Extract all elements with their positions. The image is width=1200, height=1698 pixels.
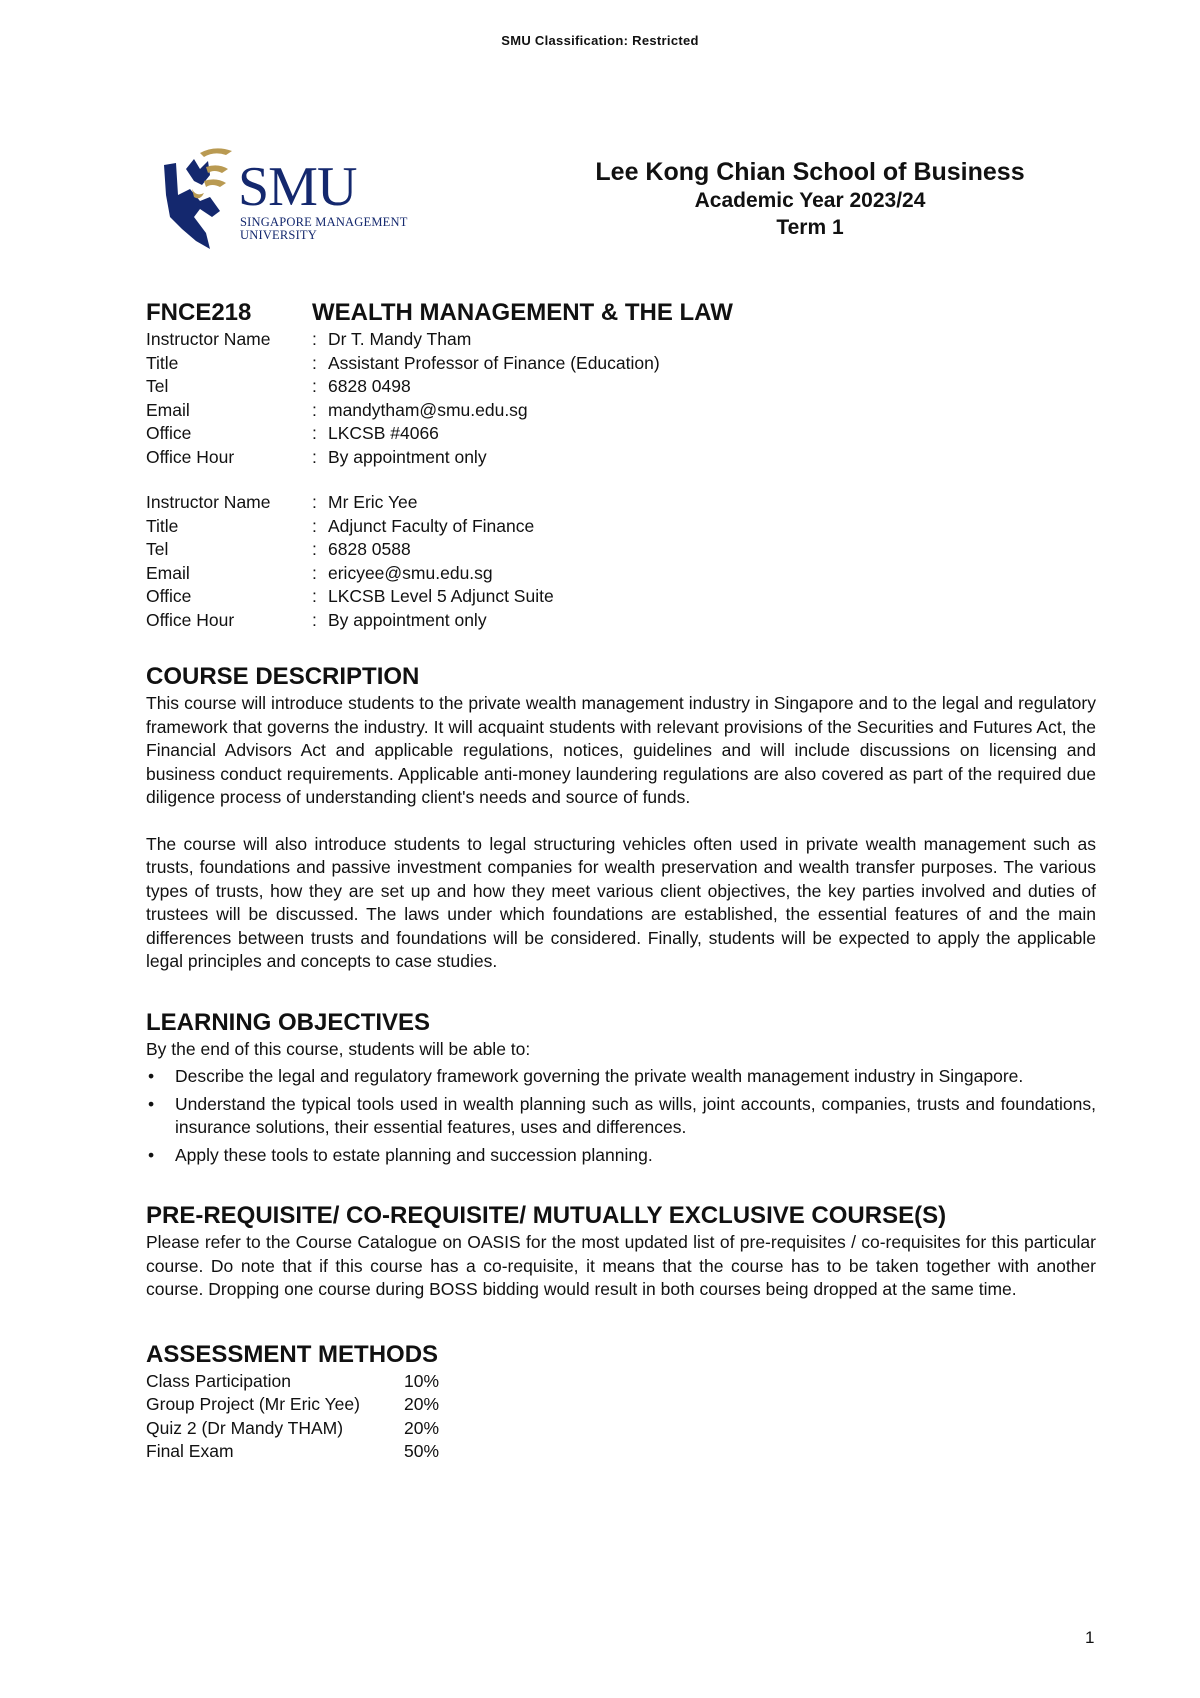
email-value: mandytham@smu.edu.sg: [328, 399, 528, 420]
info-row: [146, 562, 1096, 586]
smu-emblem-icon: [160, 145, 240, 255]
logo-wordmark: SMU: [238, 156, 357, 218]
assessment-section: [146, 1340, 1096, 1464]
info-label: Instructor Name: [146, 329, 271, 349]
school-name: Lee Kong Chian School of Business: [595, 158, 1025, 186]
info-label: Tel: [146, 376, 169, 396]
paragraph: Please refer to the Course Catalogue on OASIS for the most updated list of pre-requisites / co-requisites for this particular course. Do note that if this course has a co-requisite, it means that the course has to be taken together with another course. Dropping one course during BOSS bidding would result in both courses being dropped at the same time.: [146, 1232, 1096, 1299]
info-separator: :: [312, 352, 317, 373]
assessment-weight: 10%: [404, 1370, 440, 1391]
info-value: LKCSB #4066: [328, 423, 439, 443]
info-label: Email: [146, 399, 190, 420]
info-label: Office: [146, 423, 192, 443]
info-value: By appointment only: [328, 446, 487, 467]
info-value: Adjunct Faculty of Finance: [328, 515, 535, 536]
objectives-list: [146, 1065, 1096, 1167]
course-code: FNCE218: [146, 299, 252, 326]
info-separator: :: [312, 423, 317, 443]
instructor-block-2: [146, 491, 1096, 632]
instructor-block-1: [146, 328, 1096, 469]
paragraph: The course will also introduce students to legal structuring vehicles often used in private wealth management such as trusts, foundations and passive investment companies for wealth preservation and wealth transfer purposes. The various types of trusts, how they are set up and how they meet various client objectives, the key parties involved and duties of trustees will be discussed. The laws under which foundations are established, the essential features of and the main differences between trusts and foundations will be considered. Finally, students will be expected to apply the applicable legal principles and concepts to case studies.: [146, 833, 1096, 971]
info-label: Tel: [146, 539, 169, 559]
info-row: [146, 375, 1096, 399]
classification-label: SMU Classification: Restricted: [501, 33, 699, 48]
info-label: Instructor Name: [146, 492, 271, 512]
info-label: Office Hour: [146, 446, 235, 467]
list-item-text: Understand the typical tools used in wealth planning such as wills, joint accounts, companies, trusts and foundations, insurance solutions, their essential features, uses and differences.: [175, 1093, 1096, 1137]
info-separator: :: [312, 492, 317, 512]
info-value: Dr T. Mandy Tham: [328, 329, 472, 349]
info-row: [146, 422, 1096, 446]
assessment-row: [146, 1440, 1096, 1464]
info-value: 6828 0588: [328, 539, 411, 559]
logo-subtitle: [240, 216, 408, 242]
info-label: Office Hour: [146, 609, 235, 630]
course-title: WEALTH MANAGEMENT & THE LAW: [312, 299, 733, 326]
assessment-label: Quiz 2 (Dr Mandy THAM): [146, 1417, 344, 1438]
section-heading: LEARNING OBJECTIVES: [146, 1008, 431, 1036]
smu-logo: [160, 145, 430, 255]
info-row: [146, 446, 1096, 470]
info-value: Assistant Professor of Finance (Education): [328, 352, 660, 373]
info-label: Office: [146, 586, 192, 606]
assessment-weight: 20%: [404, 1417, 440, 1438]
school-header: [560, 157, 1060, 241]
course-heading: [146, 298, 1096, 328]
info-separator: :: [312, 562, 317, 583]
list-item: [146, 1144, 1096, 1168]
info-value: LKCSB Level 5 Adjunct Suite: [328, 586, 554, 606]
info-row: [146, 399, 1096, 423]
info-row: [146, 491, 1096, 515]
academic-year: Academic Year 2023/24: [694, 189, 926, 212]
list-item: [146, 1093, 1096, 1140]
bullet-icon: •: [148, 1144, 155, 1165]
assessment-row: [146, 1417, 1096, 1441]
objectives-intro: By the end of this course, students will be able to:: [146, 1038, 531, 1059]
info-row: [146, 585, 1096, 609]
info-separator: :: [312, 515, 317, 536]
section-heading: COURSE DESCRIPTION: [146, 663, 420, 690]
assessment-label: Class Participation: [146, 1370, 291, 1391]
paragraph: This course will introduce students to the private wealth management industry in Singapore and to the legal and regulatory framework that governs the industry. It will acquaint students with relevant provisions of the Securities and Futures Act, the Financial Advisors Act and applicable regulations, notices, guidelines and will include discussions on licensing and business conduct requirements. Applicable anti-money laundering regulations are also covered as part of the required due diligence process of understanding client's needs and source of funds.: [146, 693, 1096, 807]
info-separator: :: [312, 539, 317, 559]
assessment-label: Final Exam: [146, 1441, 234, 1461]
term: Term 1: [776, 216, 844, 239]
email-value: ericyee@smu.edu.sg: [328, 562, 493, 583]
assessment-weight: 20%: [404, 1394, 440, 1414]
info-row: [146, 352, 1096, 376]
info-separator: :: [312, 446, 317, 467]
info-separator: :: [312, 586, 317, 606]
info-separator: :: [312, 376, 317, 396]
assessment-row: [146, 1370, 1096, 1394]
info-row: [146, 538, 1096, 562]
logo-subtitle-line1: SINGAPORE MANAGEMENT: [240, 215, 408, 229]
info-value: 6828 0498: [328, 376, 411, 396]
assessment-row: [146, 1393, 1096, 1417]
info-label: Title: [146, 515, 179, 536]
list-item-text: Describe the legal and regulatory framework governing the private wealth management industry in Singapore.: [175, 1066, 1024, 1086]
page-number: 1: [1085, 1628, 1095, 1647]
info-row: [146, 515, 1096, 539]
prerequisite-section: [146, 1201, 1096, 1302]
info-value: By appointment only: [328, 609, 487, 630]
info-separator: :: [312, 399, 317, 420]
info-row: [146, 609, 1096, 633]
info-separator: :: [312, 609, 317, 630]
info-label: Email: [146, 562, 190, 583]
info-separator: :: [312, 329, 317, 349]
list-item-text: Apply these tools to estate planning and succession planning.: [175, 1144, 653, 1165]
section-heading: ASSESSMENT METHODS: [146, 1340, 439, 1368]
assessment-label: Group Project (Mr Eric Yee): [146, 1394, 360, 1414]
logo-subtitle-line2: UNIVERSITY: [240, 228, 317, 242]
bullet-icon: •: [148, 1066, 155, 1086]
assessment-weight: 50%: [404, 1441, 440, 1461]
section-heading: PRE-REQUISITE/ CO-REQUISITE/ MUTUALLY EXCLUSIVE COURSE(S): [146, 1202, 947, 1229]
course-description-section: [146, 662, 1096, 974]
info-row: [146, 328, 1096, 352]
learning-objectives-section: [146, 1008, 1096, 1168]
info-label: Title: [146, 352, 179, 373]
info-value: Mr Eric Yee: [328, 492, 418, 512]
bullet-icon: •: [148, 1093, 155, 1114]
document-body: [146, 298, 1096, 1464]
list-item: [146, 1065, 1096, 1089]
